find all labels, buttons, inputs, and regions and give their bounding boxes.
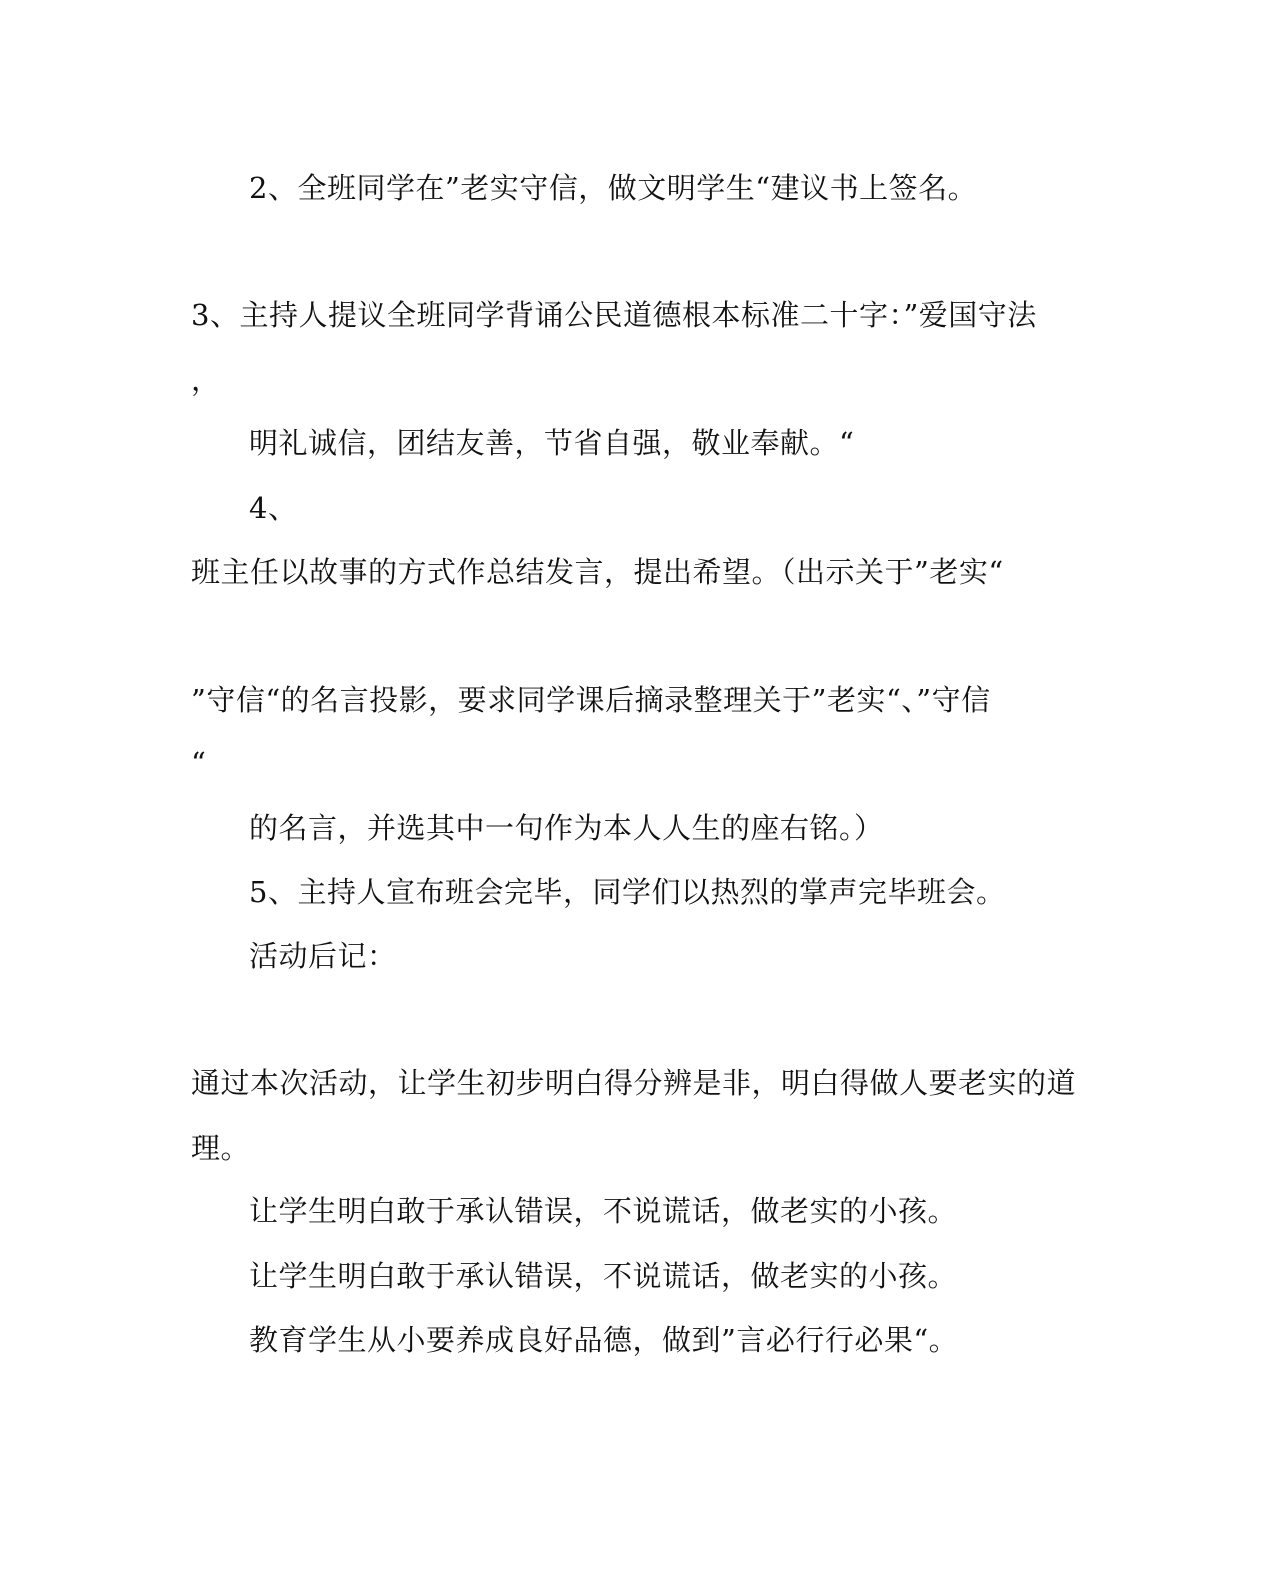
paragraph-step-4-quote: “: [191, 746, 207, 780]
paragraph-step-4-end: 的名言，并选其中一句作为本人人生的座右铭。）: [249, 811, 884, 845]
paragraph-step-4-number: 4、: [249, 491, 298, 525]
paragraph-step-3-comma: ，: [191, 363, 221, 397]
paragraph-step-2: 2、全班同学在”老实守信，做文明学生“建议书上签名。: [249, 171, 978, 205]
paragraph-step-4-cont: ”守信“的名言投影，要求同学课后摘录整理关于”老实“、”守信: [191, 683, 991, 717]
paragraph-afterword-3: 让学生明白敢于承认错误，不说谎话，做老实的小孩。: [249, 1259, 958, 1293]
paragraph-step-5: 5、主持人宣布班会完毕，同学们以热烈的掌声完毕班会。: [249, 875, 1006, 909]
paragraph-afterword-4: 教育学生从小要养成良好品德，做到”言必行行必果“。: [249, 1323, 959, 1357]
paragraph-afterword-1: 通过本次活动，让学生初步明白得分辨是非，明白得做人要老实的道: [191, 1066, 1077, 1100]
paragraph-afterword-2: 让学生明白敢于承认错误，不说谎话，做老实的小孩。: [249, 1194, 958, 1228]
paragraph-step-4: 班主任以故事的方式作总结发言，提出希望。（出示关于”老实“: [191, 555, 1004, 589]
paragraph-afterword-1-end: 理。: [191, 1131, 251, 1165]
section-heading-afterword: 活动后记：: [249, 939, 397, 973]
paragraph-step-3: 3、主持人提议全班同学背诵公民道德根本标准二十字：”爱国守法: [191, 298, 1037, 332]
paragraph-step-3-cont: 明礼诚信，团结友善，节省自强，敬业奉献。“: [249, 426, 855, 460]
